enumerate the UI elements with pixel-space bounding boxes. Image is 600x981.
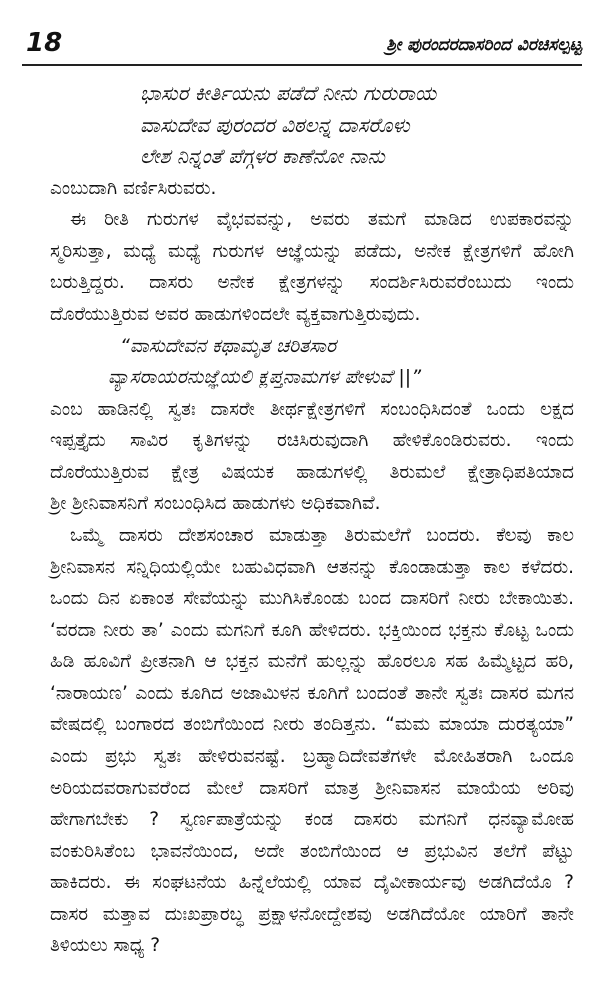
paragraph-line: ವಂಕುರಿಸಿತೆಂಬ ಭಾವನೆಯಿಂದ, ಅದೇ ತಂಬಿಗೆಯಿಂದ ಆ ಪ್ರಭುವಿನ ತಲೆಗೆ ಪೆಟ್ಟು bbox=[50, 840, 574, 862]
paragraph-line: ಬರುತ್ತಿದ್ದರು. ದಾಸರು ಅನೇಕ ಕ್ಷೇತ್ರಗಳನ್ನು ಸಂದರ್ಶಿಸಿರುವರೆಂಬುದು ಇಂದು bbox=[50, 272, 574, 294]
paragraph-line: ‘ನಾರಾಯಣ’ ಎಂದು ಕೂಗಿದ ಅಜಾಮಿಳನ ಕೂಗಿಗೆ ಬಂದಂತೆ ತಾನೇ ಸ್ವತಃ ದಾಸರ ಮಗನ bbox=[50, 682, 574, 704]
verse-line: ವಾಸುದೇವ ಪುರಂದರ ವಿಠಲನ್ನ ದಾಸರೊಳು bbox=[140, 112, 410, 137]
paragraph-line: ಒಮ್ಮೆ ದಾಸರು ದೇಶಸಂಚಾರ ಮಾಡುತ್ತಾ ತಿರುಮಲೆಗೆ ಬಂದರು. ಕೆಲವು ಕಾಲ bbox=[70, 525, 574, 546]
paragraph-line: ‘ವರದಾ ನೀರು ತಾ’ ಎಂದು ಮಗನಿಗೆ ಕೂಗಿ ಹೇಳಿದರು. ಭಕ್ತಿಯಿಂದ ಭಕ್ತನು ಕೊಟ್ಟ ಒಂದು bbox=[50, 619, 574, 641]
paragraph-line: ಸ್ಮರಿಸುತ್ತಾ, ಮಧ್ಯೆ ಮಧ್ಯೆ ಗುರುಗಳ ಆಜ್ಞೆಯನ್ನು ಪಡೆದು, ಅನೇಕ ಕ್ಷೇತ್ರಗಳಿಗೆ ಹೋಗಿ bbox=[50, 240, 574, 262]
paragraph-line: ಒಂದು ದಿನ ಏಕಾಂತ ಸೇವೆಯನ್ನು ಮುಗಿಸಿಕೊಂಡು ಬಂದ ದಾಸರಿಗೆ ನೀರು ಬೇಕಾಯಿತು. bbox=[50, 588, 574, 610]
paragraph-line: ದೊರೆಯುತ್ತಿರುವ ಕ್ಷೇತ್ರ ವಿಷಯಕ ಹಾಡುಗಳಲ್ಲಿ ತಿರುಮಲೆ ಕ್ಷೇತ್ರಾಧಿಪತಿಯಾದ bbox=[50, 461, 574, 483]
running-title: ಶ್ರೀ ಪುರಂದರದಾಸರಿಂದ ವಿರಚಿಸಲ್ಪಟ್ಟ bbox=[386, 35, 582, 55]
page-header bbox=[26, 28, 582, 62]
paragraph-line: ಶ್ರೀ ಶ್ರೀನಿವಾಸನಿಗೆ ಸಂಬಂಧಿಸಿದ ಹಾಡುಗಳು ಅಧಿಕವಾಗಿವೆ. bbox=[50, 493, 381, 515]
paragraph-line: ಎಂದು ಪ್ರಭು ಸ್ವತಃ ಹೇಳಿರುವನಷ್ಟೆ. ಬ್ರಹ್ಮಾದಿದೇವತೆಗಳೇ ಮೋಹಿತರಾಗಿ ಒಂದೂ bbox=[50, 746, 574, 767]
paragraph-line: ಹಿಡಿ ಹೂವಿಗೆ ಪ್ರೀತನಾಗಿ ಆ ಭಕ್ತನ ಮನೆಗೆ ಹುಲ್ಲನ್ನು ಹೊರಲೂ ಸಹ ಹಿಮ್ಮೆಟ್ಟದ ಹರಿ, bbox=[50, 651, 574, 673]
paragraph-line: ಶ್ರೀನಿವಾಸನ ಸನ್ನಿಧಿಯಲ್ಲಿಯೇ ಬಹುವಿಧವಾಗಿ ಆತನನ್ನು ಕೊಂಡಾಡುತ್ತಾ ಕಾಲ ಕಳೆದರು. bbox=[50, 556, 574, 578]
verse-line: ವ್ಯಾಸರಾಯರನುಜ್ಞೆಯಲಿ ಕ್ಲಪ್ತನಾಮಗಳ ಪೇಳುವೆ ||” bbox=[108, 366, 422, 389]
verse-line: “ವಾಸುದೇವನ ಕಥಾಮೃತ ಚರಿತಸಾರ bbox=[120, 334, 337, 357]
paragraph-line: ಈ ರೀತಿ ಗುರುಗಳ ವೈಭವವನ್ನು, ಅವರು ತಮಗೆ ಮಾಡಿದ ಉಪಕಾರವನ್ನು bbox=[70, 209, 574, 231]
paragraph-line: ಹಾಕಿದರು. ಈ ಸಂಘಟನೆಯ ಹಿನ್ನೆಲೆಯಲ್ಲಿ ಯಾವ ದೈವೀಕಾರ್ಯವು ಅಡಗಿದೆಯೊ ? bbox=[50, 872, 574, 894]
header-rule bbox=[22, 64, 582, 66]
paragraph-line: ಇಪ್ಪತ್ತೈದು ಸಾವಿರ ಕೃತಿಗಳನ್ನು ರಚಿಸಿರುವುದಾಗಿ ಹೇಳಿಕೊಂಡಿರುವರು. ಇಂದು bbox=[50, 430, 574, 452]
page-number: 18 bbox=[26, 28, 63, 58]
verse-line: ಲೇಶ ನಿನ್ನಂತೆ ಪೆಗ್ಗಳರ ಕಾಣೆನೋ ನಾನು bbox=[140, 144, 385, 169]
paragraph-line: ತಿಳಿಯಲು ಸಾಧ್ಯ ? bbox=[50, 935, 161, 957]
verse-line: ಭಾಸುರ ಕೀರ್ತಿಯನು ಪಡೆದೆ ನೀನು ಗುರುರಾಯ bbox=[140, 81, 437, 105]
paragraph-line: ಹೇಗಾಗಬೇಕು ? ಸ್ವರ್ಣಪಾತ್ರೆಯನ್ನು ಕಂಡ ದಾಸರು ಮಗನಿಗೆ ಧನವ್ಯಾಮೋಹ bbox=[50, 809, 574, 831]
paragraph-line: ಎಂಬ ಹಾಡಿನಲ್ಲಿ ಸ್ವತಃ ದಾಸರೇ ತೀರ್ಥಕ್ಷೇತ್ರಗಳಿಗೆ ಸಂಬಂಧಿಸಿದಂತೆ ಒಂದು ಲಕ್ಷದ bbox=[50, 398, 574, 420]
paragraph-line: ಅರಿಯದವರಾಗುವರೆಂದ ಮೇಲೆ ದಾಸರಿಗೆ ಮಾತ್ರ ಶ್ರೀನಿವಾಸನ ಮಾಯೆಯ ಅರಿವು bbox=[50, 777, 574, 799]
paragraph-line: ವೇಷದಲ್ಲಿ ಬಂಗಾರದ ತಂಬಿಗೆಯಿಂದ ನೀರು ತಂದಿತ್ತನು. “ಮಮ ಮಾಯಾ ದುರತ್ಯಯಾ” bbox=[50, 714, 574, 736]
paragraph-line: ಎಂಬುದಾಗಿ ವರ್ಣಿಸಿರುವರು. bbox=[50, 177, 217, 199]
paragraph-line: ದಾಸರ ಮತ್ತಾವ ದುಃಖಪ್ರಾರಬ್ಧ ಪ್ರಕ್ಷಾಳನೋದ್ದೇಶವು ಅಡಗಿದೆಯೋ ಯಾರಿಗೆ ತಾನೇ bbox=[50, 903, 574, 925]
paragraph-line: ದೊರೆಯುತ್ತಿರುವ ಅವರ ಹಾಡುಗಳಿಂದಲೇ ವ್ಯಕ್ತವಾಗುತ್ತಿರುವುದು. bbox=[50, 304, 421, 325]
